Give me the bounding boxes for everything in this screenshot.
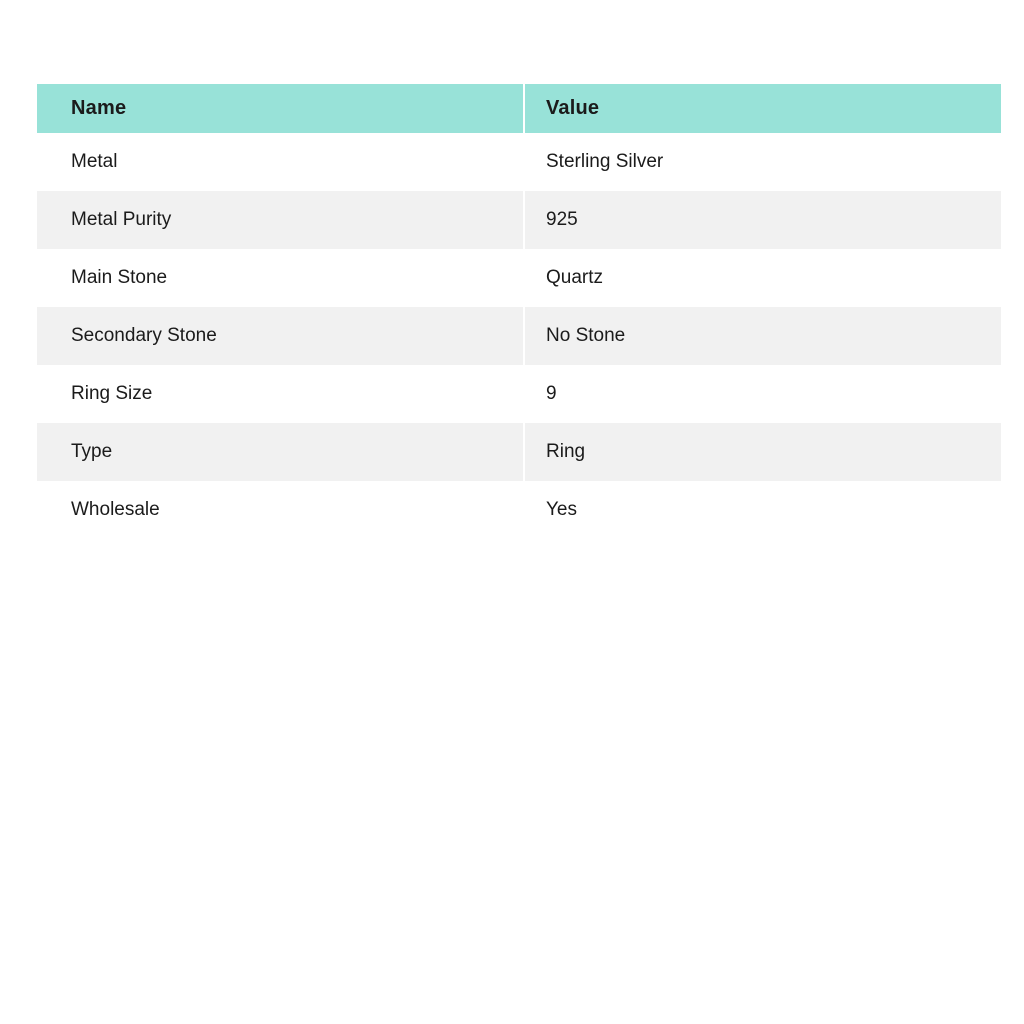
attribute-value-cell: 9: [523, 365, 1001, 423]
attribute-name-cell: Ring Size: [71, 383, 153, 404]
table-header-row: [37, 84, 1001, 133]
table-row: [37, 307, 1001, 365]
attribute-value-cell: 925: [523, 191, 1001, 249]
table-row: [37, 133, 1001, 191]
attribute-value-cell: Yes: [523, 481, 1001, 539]
attribute-name-cell: Secondary Stone: [71, 325, 217, 346]
table-row: [37, 191, 1001, 249]
attribute-name-cell: Wholesale: [71, 499, 160, 520]
column-header-name: Name: [71, 97, 127, 119]
attributes-table: [37, 84, 1001, 539]
table-row: [37, 423, 1001, 481]
attribute-name-cell: Type: [71, 441, 113, 462]
attribute-value-cell: Ring: [523, 423, 1001, 481]
column-header-value: Value: [523, 84, 1001, 133]
attribute-value-cell: Quartz: [523, 249, 1001, 307]
attribute-name-cell: Metal Purity: [71, 209, 172, 230]
table-row: [37, 365, 1001, 423]
table-row: [37, 481, 1001, 539]
table-row: [37, 249, 1001, 307]
table-body: [37, 133, 1001, 539]
attribute-name-cell: Main Stone: [71, 267, 168, 288]
attribute-value-cell: No Stone: [523, 307, 1001, 365]
attribute-name-cell: Metal: [71, 151, 118, 172]
attribute-value-cell: Sterling Silver: [523, 133, 1001, 191]
